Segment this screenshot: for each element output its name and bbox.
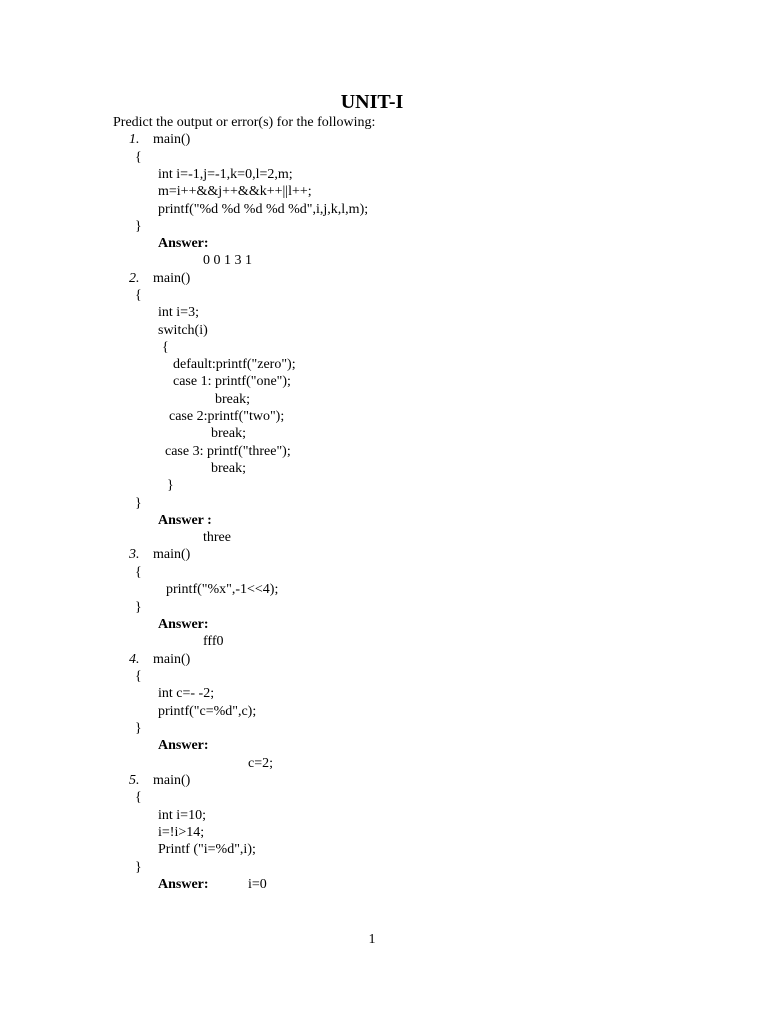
code-line: { <box>135 150 142 165</box>
code-line: } <box>135 496 142 511</box>
code-line: i=!i>14; <box>158 825 205 840</box>
answer-text: 0 0 1 3 1 <box>203 253 252 268</box>
answer-label: Answer: <box>158 236 209 251</box>
code-line: int i=10; <box>158 808 206 823</box>
answer-label: Answer: <box>158 738 209 753</box>
question-number: 5. <box>129 773 140 788</box>
code-line: Printf ("i=%d",i); <box>158 842 256 857</box>
code-line: } <box>135 219 142 234</box>
code-line: { <box>135 288 142 303</box>
code-line: break; <box>211 426 246 441</box>
code-line: break; <box>215 392 250 407</box>
code-line: switch(i) <box>158 323 208 338</box>
answer-label: Answer : <box>158 513 212 528</box>
page-number: 1 <box>368 932 376 947</box>
page-title: UNIT-I <box>340 91 404 113</box>
code-line: main() <box>153 652 191 667</box>
code-line: int c=- -2; <box>158 686 215 701</box>
code-line: m=i++&&j++&&k++||l++; <box>158 184 312 199</box>
code-line: case 2:printf("two"); <box>169 409 285 424</box>
code-line: default:printf("zero"); <box>173 357 296 372</box>
intro-text: Predict the output or error(s) for the following: <box>113 115 376 130</box>
question-number: 3. <box>129 547 140 562</box>
code-line: main() <box>153 132 191 147</box>
question-number: 2. <box>129 271 140 286</box>
question-number: 1. <box>129 132 140 147</box>
code-line: { <box>135 790 142 805</box>
code-line: printf("%d %d %d %d %d",i,j,k,l,m); <box>158 202 369 217</box>
answer-text: fff0 <box>203 634 224 649</box>
code-line: main() <box>153 271 191 286</box>
code-line: { <box>135 669 142 684</box>
code-line: case 1: printf("one"); <box>173 374 291 389</box>
code-line: main() <box>153 773 191 788</box>
code-line: int i=-1,j=-1,k=0,l=2,m; <box>158 167 293 182</box>
code-line: } <box>135 600 142 615</box>
answer-label: Answer: <box>158 877 209 892</box>
code-line: break; <box>211 461 246 476</box>
code-line: } <box>167 478 174 493</box>
code-line: case 3: printf("three"); <box>165 444 291 459</box>
code-line: main() <box>153 547 191 562</box>
question-number: 4. <box>129 652 140 667</box>
code-line: printf("c=%d",c); <box>158 704 257 719</box>
code-line: { <box>135 565 142 580</box>
code-line: int i=3; <box>158 305 199 320</box>
code-line: { <box>162 340 169 355</box>
answer-text: i=0 <box>248 877 267 892</box>
answer-text: c=2; <box>248 756 273 771</box>
answer-label: Answer: <box>158 617 209 632</box>
code-line: } <box>135 721 142 736</box>
code-line: } <box>135 860 142 875</box>
code-line: printf("%x",-1<<4); <box>166 582 279 597</box>
answer-text: three <box>203 530 231 545</box>
